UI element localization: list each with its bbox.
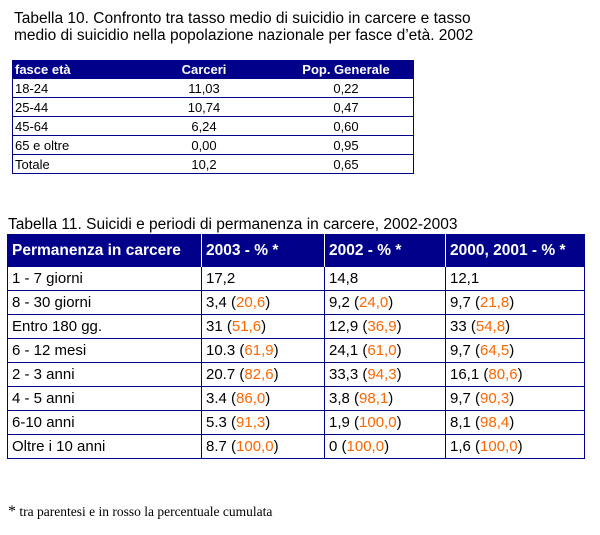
table11-percent: 9,7 [450, 342, 471, 359]
table11-cell-value: 1,9 (100,0) [325, 411, 446, 435]
table11-cell-value [325, 267, 446, 291]
table10 [12, 60, 414, 174]
table11-cumulative-percent: 20,6 [236, 294, 266, 311]
table11-cell-stay: 6-10 anni [8, 411, 202, 435]
table11-cumulative-percent: 100,0 [236, 438, 274, 455]
table10-cell-population: 0,22 [279, 79, 414, 98]
table11-cumulative-percent: 90,3 [480, 390, 510, 407]
table11-cumulative-percent: 86,0 [236, 390, 266, 407]
table11-percent: 12,9 [329, 318, 359, 335]
footnote-text: tra parentesi e in rosso la percentuale cumulata [16, 504, 273, 519]
table11-percent: 9,7 [450, 390, 471, 407]
table10-header-prisons: Carceri [129, 61, 279, 79]
table10-cell-age: 65 e oltre [13, 136, 130, 155]
table11-cell-value: 5.3 (91,3) [202, 411, 325, 435]
table11-cell-stay: 1 - 7 giorni [8, 267, 202, 291]
table11-header-2000-2001: 2000, 2001 - % * [446, 235, 585, 267]
table-row [13, 155, 414, 174]
table10-caption [14, 10, 590, 44]
table11-percent: 8,1 [450, 414, 471, 431]
table11-percent: 1,6 [450, 438, 471, 455]
table11-cumulative-percent: 100,0 [359, 414, 397, 431]
table11-percent: 33,3 [329, 366, 359, 383]
table11-cell-stay: Entro 180 gg. [8, 315, 202, 339]
table10-cell-population: 0,47 [279, 98, 414, 117]
table11-percent: 3,4 [206, 294, 227, 311]
table11-cumulative-percent: 98,4 [480, 414, 510, 431]
table11-percent: 20.7 [206, 366, 236, 383]
table11-cumulative-percent: 100,0 [346, 438, 385, 455]
table10-cell-age: 45-64 [13, 117, 130, 136]
table11-body [8, 267, 585, 459]
table11-cell-value: 10.3 (61,9) [202, 339, 325, 363]
table11-percent: 3,8 [329, 390, 350, 407]
table-row [8, 363, 585, 387]
table11-percent: 17,2 [206, 270, 236, 287]
table11-cell-value: 9,7 (64,5) [446, 339, 585, 363]
table10-header-row [13, 61, 414, 79]
table-row [13, 117, 414, 136]
table11-cell-value: 3,8 (98,1) [325, 387, 446, 411]
table11-cell-value: 33 (54,8) [446, 315, 585, 339]
table11-cell-value: 9,7 (90,3) [446, 387, 585, 411]
table11 [7, 234, 585, 459]
table11-cumulative-percent: 36,9 [367, 318, 397, 335]
table-row [8, 435, 585, 459]
table11-cell-value: 0 (100,0) [325, 435, 446, 459]
table11-cell-value: 3.4 (86,0) [202, 387, 325, 411]
table11-percent: 8.7 [206, 438, 227, 455]
table11-header-2003: 2003 - % * [202, 235, 325, 267]
table11-percent: 1,9 [329, 414, 350, 431]
table11-percent: 16,1 [450, 366, 480, 383]
table11-cell-value: 3,4 (20,6) [202, 291, 325, 315]
table11-cumulative-percent: 51,6 [231, 318, 262, 335]
table-row [8, 315, 585, 339]
table11-percent: 31 [206, 318, 223, 335]
table-row [13, 79, 414, 98]
table11-percent: 10.3 [206, 342, 236, 359]
table11-cumulative-percent: 94,3 [367, 366, 397, 383]
table10-cell-age: 18-24 [13, 79, 130, 98]
table11-cell-value: 9,2 (24,0) [325, 291, 446, 315]
table10-cell-prisons: 10,74 [129, 98, 279, 117]
table-row [8, 411, 585, 435]
table-row [8, 291, 585, 315]
table10-cell-age: 25-44 [13, 98, 130, 117]
table11-cumulative-percent: 54,8 [475, 318, 506, 335]
table10-cell-prisons: 6,24 [129, 117, 279, 136]
table-row [8, 267, 585, 291]
table11-percent: 24,1 [329, 342, 359, 359]
table11-percent: 5.3 [206, 414, 227, 431]
footnote [8, 503, 272, 521]
table11-header-stay: Permanenza in carcere [8, 235, 202, 267]
table10-header-population: Pop. Generale [279, 61, 414, 79]
table11-cell-value: 16,1 (80,6) [446, 363, 585, 387]
table11-caption: Tabella 11. Suicidi e periodi di permanenza in carcere, 2002-2003 [8, 216, 458, 233]
table11-percent: 3.4 [206, 390, 227, 407]
table11-cell-stay: 4 - 5 anni [8, 387, 202, 411]
table10-caption-line2: medio di suicidio nella popolazione nazionale per fasce d’età. 2002 [14, 27, 474, 44]
table11-cell-value: 20.7 (82,6) [202, 363, 325, 387]
table11-cumulative-percent: 91,3 [236, 414, 266, 431]
table11-percent: 14,8 [329, 270, 359, 287]
table11-cell-stay: 8 - 30 giorni [8, 291, 202, 315]
table11-cumulative-percent: 98,1 [359, 390, 389, 407]
table11-cell-value: 8.7 (100,0) [202, 435, 325, 459]
table11-cell-stay: 2 - 3 anni [8, 363, 202, 387]
footnote-asterisk: * [8, 503, 16, 520]
table11-cell-value: 33,3 (94,3) [325, 363, 446, 387]
table-row [13, 136, 414, 155]
table10-header-age: fasce età [13, 61, 130, 79]
table11-cumulative-percent: 24,0 [359, 294, 389, 311]
table11-percent: 12,1 [450, 270, 480, 287]
table10-caption-line1: Tabella 10. Confronto tra tasso medio di suicidio in carcere e tasso [14, 10, 471, 27]
table11-cell-stay: 6 - 12 mesi [8, 339, 202, 363]
table11-header-row [8, 235, 585, 267]
table10-cell-age: Totale [13, 155, 130, 174]
table11-cell-stay: Oltre i 10 anni [8, 435, 202, 459]
table11-percent: 33 [450, 318, 467, 335]
table11-cumulative-percent: 61,0 [367, 342, 397, 359]
table-row [8, 339, 585, 363]
table10-cell-prisons: 11,03 [129, 79, 279, 98]
table10-cell-prisons: 10,2 [129, 155, 279, 174]
table11-header-2002: 2002 - % * [325, 235, 446, 267]
table11-cell-value: 9,7 (21,8) [446, 291, 585, 315]
table11-cell-value: 12,9 (36,9) [325, 315, 446, 339]
table11-cumulative-percent: 100,0 [480, 438, 518, 455]
table11-cumulative-percent: 82,6 [244, 366, 274, 383]
table10-cell-population: 0,65 [279, 155, 414, 174]
table10-cell-prisons: 0,00 [129, 136, 279, 155]
table10-cell-population: 0,60 [279, 117, 414, 136]
table11-percent: 9,7 [450, 294, 471, 311]
table11-cell-value: 8,1 (98,4) [446, 411, 585, 435]
table11-cumulative-percent: 21,8 [480, 294, 510, 311]
table11-cell-value: 31 (51,6) [202, 315, 325, 339]
table11-cell-value [202, 267, 325, 291]
table11-cell-value [446, 267, 585, 291]
table-row [13, 98, 414, 117]
table11-cell-value: 24,1 (61,0) [325, 339, 446, 363]
table-row [8, 387, 585, 411]
table11-cell-value: 1,6 (100,0) [446, 435, 585, 459]
table11-cumulative-percent: 80,6 [488, 366, 518, 383]
table11-cumulative-percent: 61,9 [244, 342, 274, 359]
table10-cell-population: 0,95 [279, 136, 414, 155]
table11-cumulative-percent: 64,5 [480, 342, 510, 359]
table11-percent: 9,2 [329, 294, 350, 311]
table11-percent: 0 [329, 438, 338, 455]
